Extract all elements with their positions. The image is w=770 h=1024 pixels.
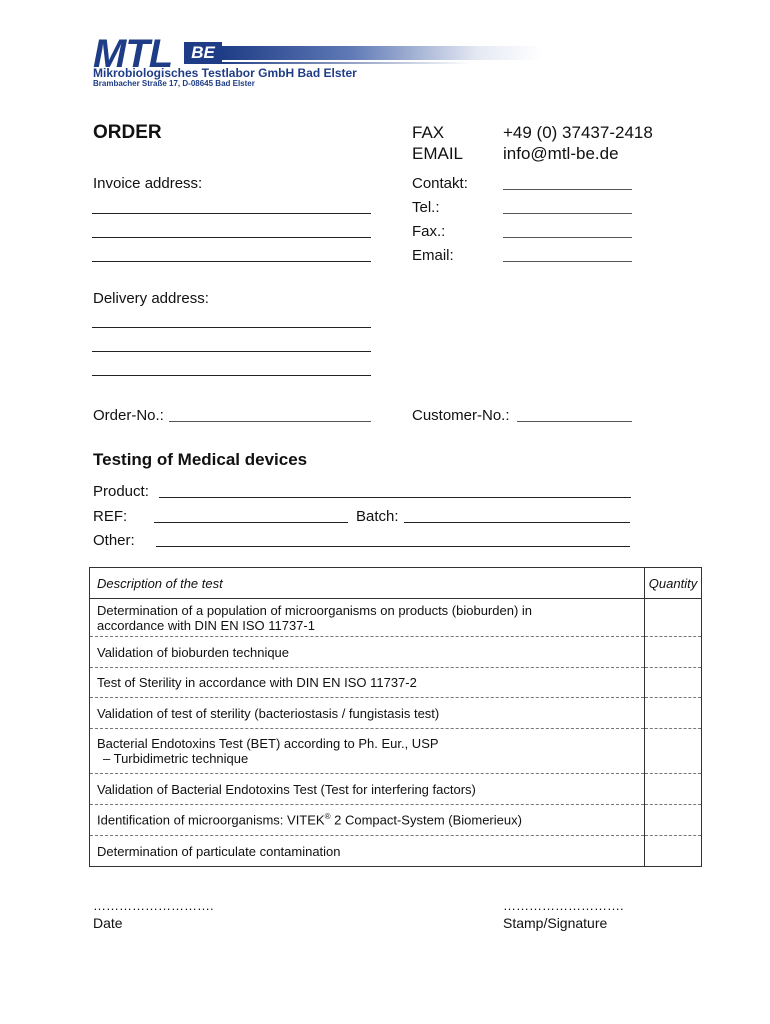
table-row: [90, 668, 702, 698]
order-no-field[interactable]: [169, 421, 371, 422]
quantity-cell[interactable]: [645, 805, 702, 836]
quantity-cell[interactable]: [645, 668, 702, 698]
page-title: ORDER: [93, 122, 162, 143]
table-row: [90, 599, 702, 637]
stamp-signature-label: Stamp/Signature: [503, 915, 608, 931]
table-header-row: [90, 568, 702, 599]
invoice-address-line-1[interactable]: [92, 213, 371, 214]
delivery-address-line-2[interactable]: [92, 351, 371, 352]
quantity-cell[interactable]: [645, 637, 702, 668]
contakt-field[interactable]: [503, 189, 632, 190]
table-row: [90, 774, 702, 805]
column-header-quantity: Quantity: [645, 568, 702, 599]
test-description-subitem: – Turbidimetric technique: [103, 751, 249, 766]
tel-label: Tel.:: [412, 199, 440, 216]
test-description-part: 2 Compact-System (Biomerieux): [330, 812, 522, 828]
section-title: Testing of Medical devices: [93, 450, 308, 469]
fax-label: FAX: [412, 123, 445, 142]
test-description-line: accordance with DIN EN ISO 11737-1: [97, 617, 315, 633]
batch-label: Batch:: [356, 508, 399, 525]
quantity-cell[interactable]: [645, 836, 702, 867]
fax-field[interactable]: [503, 237, 632, 238]
ref-label: REF:: [93, 508, 128, 525]
customer-no-field[interactable]: [517, 421, 632, 422]
table-row: [90, 729, 702, 774]
delivery-address-line-3[interactable]: [92, 375, 371, 376]
test-description: [90, 729, 645, 774]
test-description: [90, 599, 645, 637]
contakt-label: Contakt:: [412, 175, 468, 192]
test-description: Determination of particulate contamination: [90, 836, 645, 867]
logo-band: [222, 46, 542, 60]
other-label: Other:: [93, 532, 135, 549]
company-address: Brambacher Straße 17, D-08645 Bad Elster: [93, 79, 255, 88]
quantity-cell[interactable]: [645, 729, 702, 774]
test-description-line: Bacterial Endotoxins Test (BET) according to Ph. Eur., USP: [97, 736, 439, 751]
date-field[interactable]: ……………………….: [93, 898, 214, 913]
quantity-cell[interactable]: [645, 774, 702, 805]
quantity-cell[interactable]: [645, 698, 702, 729]
table-row: [90, 637, 702, 668]
fax-field-label: Fax.:: [412, 223, 446, 240]
signature-field[interactable]: ……………………….: [503, 898, 624, 913]
test-description: Validation of test of sterility (bacteriostasis / fungistasis test): [90, 698, 645, 729]
column-header-description: Description of the test: [90, 568, 645, 599]
company-logo: MTL: [93, 32, 173, 76]
product-label: Product:: [93, 483, 149, 500]
company-logo-be: BE: [184, 42, 222, 64]
table-row: [90, 805, 702, 836]
quantity-cell[interactable]: [645, 599, 702, 637]
tests-table: [89, 567, 702, 867]
ref-field[interactable]: [154, 522, 348, 523]
logo-band-thin: [222, 62, 472, 64]
email-field[interactable]: [503, 261, 632, 262]
delivery-address-label: Delivery address:: [93, 290, 209, 307]
date-label: Date: [93, 915, 123, 931]
product-field[interactable]: [159, 497, 631, 498]
fax-value: +49 (0) 37437-2418: [503, 123, 653, 142]
batch-field[interactable]: [404, 522, 630, 523]
test-description: [90, 805, 645, 836]
test-description-line: Determination of a population of microorganisms on products (bioburden) in: [97, 602, 533, 618]
test-description: Test of Sterility in accordance with DIN EN ISO 11737-2: [90, 668, 645, 698]
test-description: Validation of Bacterial Endotoxins Test (Test for interfering factors): [90, 774, 645, 805]
email-value: info@mtl-be.de: [503, 144, 619, 163]
tel-field[interactable]: [503, 213, 632, 214]
customer-no-label: Customer-No.:: [412, 407, 510, 424]
invoice-address-line-3[interactable]: [92, 261, 371, 262]
invoice-address-line-2[interactable]: [92, 237, 371, 238]
order-no-label: Order-No.:: [93, 407, 164, 424]
company-name: Mikrobiologisches Testlabor GmbH Bad Elster: [93, 66, 357, 80]
registered-mark: ®: [324, 812, 331, 822]
test-description-part: Identification of microorganisms: VITEK: [97, 812, 325, 828]
delivery-address-line-1[interactable]: [92, 327, 371, 328]
table-row: [90, 836, 702, 867]
test-description: Validation of bioburden technique: [90, 637, 645, 668]
email-label: EMAIL: [412, 144, 464, 163]
invoice-address-label: Invoice address:: [93, 175, 203, 192]
table-row: [90, 698, 702, 729]
email-field-label: Email:: [412, 247, 454, 264]
other-field[interactable]: [156, 546, 630, 547]
